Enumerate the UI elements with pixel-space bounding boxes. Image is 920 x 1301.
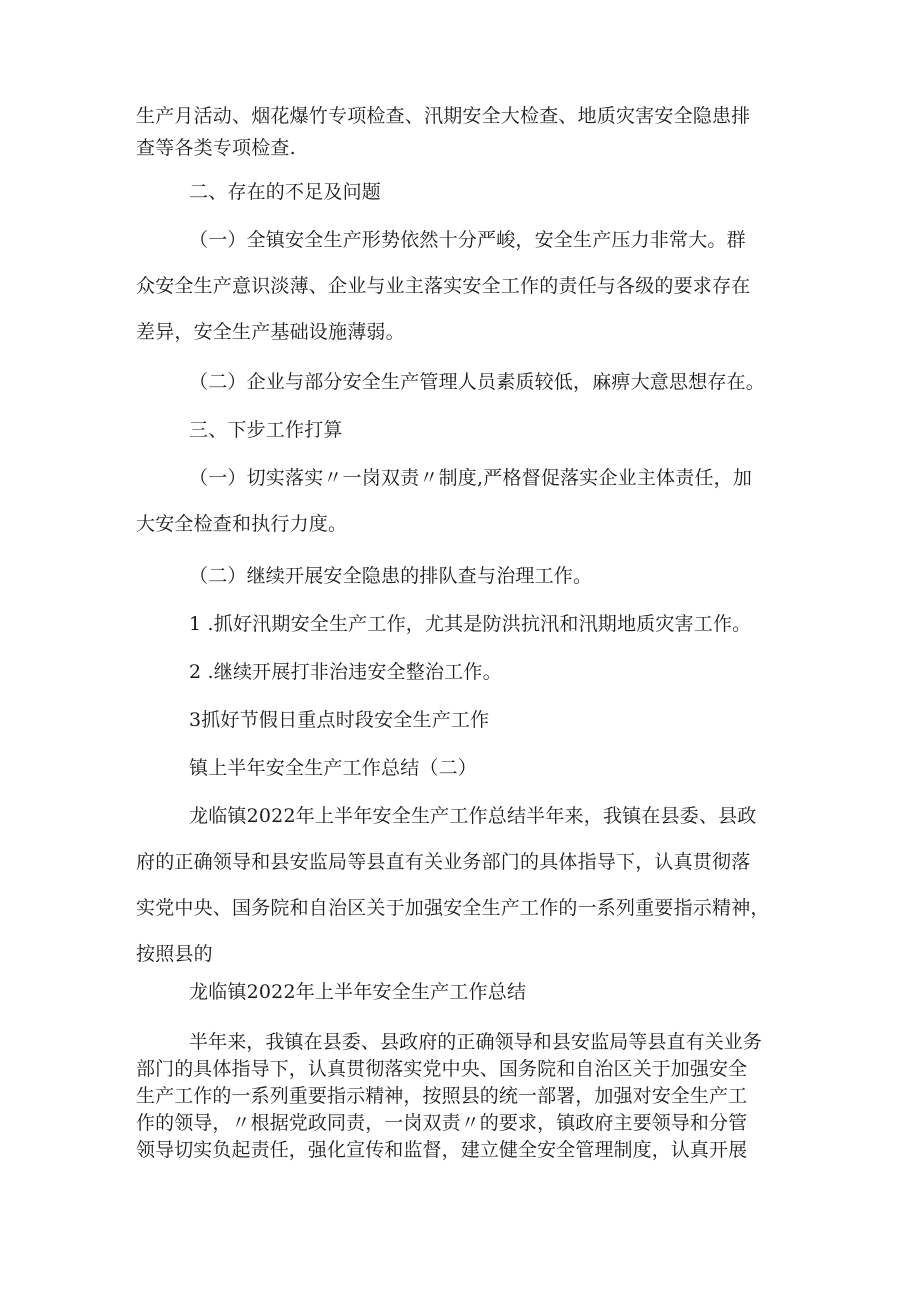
text-line: 领导切实负起责任，强化宣传和监督，建立健全安全管理制度，认真开展 xyxy=(136,1139,748,1161)
section-title: 镇上半年安全生产工作总结（二） xyxy=(189,757,478,779)
list-item: 2 .继续开展打非治违安全整治工作。 xyxy=(189,661,502,683)
text-line: （一）切实落实〃一岗双责〃制度,严格督促落实企业主体责任，加 xyxy=(189,467,753,489)
text-line: （一）全镇安全生产形势依然十分严峻，安全生产压力非常大。群 xyxy=(189,229,746,251)
text-line: 实党中央、国务院和自治区关于加强安全生产工作的一系列重要指示精神， xyxy=(136,897,770,919)
text-line: 作的领导，〃根据党政同责，一岗双责〃的要求，镇政府主要领导和分管 xyxy=(136,1112,748,1134)
text-line: 生产月活动、烟花爆竹专项检查、汛期安全大检查、地质灾害安全隐患排 xyxy=(136,105,751,127)
list-item: 1 .抓好汛期安全生产工作，尤其是防洪抗汛和汛期地质灾害工作。 xyxy=(189,613,752,635)
text-line: 按照县的 xyxy=(136,943,213,965)
text-line: 众安全生产意识淡薄、企业与业主落实安全工作的责任与各级的要求存在 xyxy=(136,275,751,297)
text-line: 部门的具体指导下，认真贯彻落实党中央、国务院和自治区关于加强安全 xyxy=(136,1058,748,1080)
text-line: 查等各类专项检查. xyxy=(136,137,296,159)
section-heading: 二、存在的不足及问题 xyxy=(189,181,382,203)
text-line: 龙临镇2022年上半年安全生产工作总结半年来，我镇在县委、县政 xyxy=(189,805,757,827)
text-line: 半年来，我镇在县委、县政府的正确领导和县安监局等县直有关业务 xyxy=(189,1031,763,1053)
text-line: 差异，安全生产基础设施薄弱。 xyxy=(136,321,405,343)
text-line: 府的正确领导和县安监局等县直有关业务部门的具体指导下，认真贯彻落 xyxy=(136,851,751,873)
section-heading: 三、下步工作打算 xyxy=(189,419,343,441)
list-item: 3抓好节假日重点时段安全生产工作 xyxy=(189,709,490,731)
text-line: 大安全检查和执行力度。 xyxy=(136,513,348,535)
text-line: 生产工作的一系列重要指示精神，按照县的统一部署，加强对安全生产工 xyxy=(136,1085,748,1107)
document-subtitle: 龙临镇2022年上半年安全生产工作总结 xyxy=(189,981,527,1003)
text-line: （二）继续开展安全隐患的排队查与治理工作。 xyxy=(189,565,593,587)
text-line: （二）企业与部分安全生产管理人员素质较低，麻痹大意思想存在。 xyxy=(189,371,766,393)
